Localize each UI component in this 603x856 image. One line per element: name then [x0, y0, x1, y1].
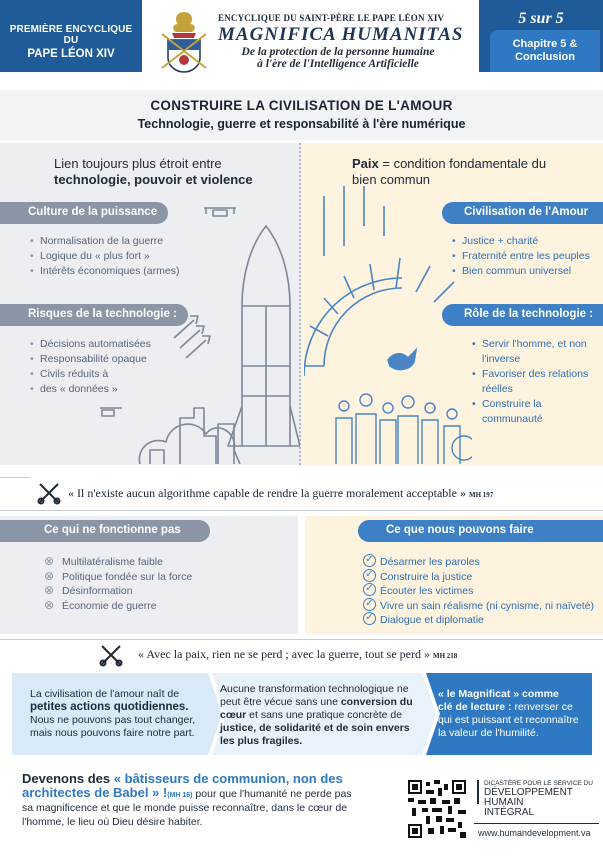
- list-item-text: Construire la: [482, 398, 542, 410]
- right-section1-title: Civilisation de l'Amour: [442, 202, 603, 224]
- right-section1-list: [452, 234, 602, 279]
- list-item: ⊗ Multilatéralisme faible: [44, 555, 284, 570]
- chevron2-line: Aucune transformation technologique ne: [220, 683, 409, 695]
- community-illustration: [304, 186, 472, 464]
- website-link[interactable]: www.humandevelopment.va: [478, 828, 591, 838]
- banner-subtitle: Technologie, guerre et responsabilité à l'ère numérique: [137, 117, 466, 131]
- dicastery-logo-icon: [474, 780, 482, 804]
- list-item: • Normalisation de la guerre: [30, 234, 200, 249]
- dicastery-line: DÉVELOPPEMENT: [484, 787, 573, 798]
- right-section2-list: [472, 337, 600, 427]
- chevron1-text: [30, 688, 210, 740]
- page-indicator: 5 sur 5: [518, 10, 564, 27]
- list-item: • Civils réduits à: [30, 367, 180, 382]
- right-lead-bold: Paix: [352, 156, 379, 171]
- quote1-text: « Il n'existe aucun algorithme capable de rendre la guerre moralement acceptable »: [68, 486, 466, 500]
- header-left-badge: [0, 0, 142, 72]
- dicastery-line: DICASTÈRE POUR LE SERVICE DU: [484, 780, 593, 787]
- list-item: ✓ Construire la justice: [362, 570, 602, 585]
- header-left-line2: PAPE LÉON XIV: [27, 48, 115, 60]
- list-item: • Logique du « plus fort »: [30, 249, 200, 264]
- not-working-title: Ce qui ne fonctionne pas: [0, 520, 210, 542]
- section-banner: [0, 90, 603, 140]
- left-lead: [54, 156, 294, 188]
- chevron2-line: [220, 696, 420, 709]
- papal-crest-icon: [158, 10, 210, 74]
- list-item: • des « données »: [30, 382, 180, 397]
- footer-line1: [22, 772, 392, 786]
- chevron3-line: « le Magnificat » comme: [438, 688, 559, 700]
- chevron2-span: peut être vécue sans une: [220, 696, 341, 708]
- list-item: • Justice + charité: [452, 234, 602, 249]
- list-item: • Servir l'homme, et non l'inverse: [472, 338, 587, 365]
- chevron3-line: qui est puissant et reconnaître: [438, 714, 579, 726]
- header-left-line1: PREMIÈRE ENCYCLIQUE DU: [9, 24, 133, 46]
- quote2: [138, 647, 457, 662]
- chevron2-line: les plus fragiles.: [220, 735, 303, 747]
- right-section2-title: Rôle de la technologie :: [442, 304, 603, 326]
- list-item: ✓ Vivre un sain réalisme (ni cynisme, ni naïveté): [362, 599, 602, 614]
- quote1-rule: [0, 510, 603, 511]
- dicastery-line: HUMAIN: [484, 797, 524, 808]
- banner-title: CONSTRUIRE LA CIVILISATION DE L'AMOUR: [150, 98, 453, 113]
- footer-span: pour que l'humanité ne perde pas: [192, 787, 352, 800]
- chevron3-bold: clé de lecture :: [438, 701, 512, 713]
- rocket-illustration: [100, 196, 300, 464]
- chevron2-bold: conversion du: [340, 696, 413, 708]
- chevron3-text: [438, 688, 588, 740]
- list-item: • Favoriser des relations réelles: [472, 368, 589, 395]
- footer-text: [22, 772, 392, 829]
- chevron2-text: [220, 683, 420, 748]
- left-section1-title: Culture de la puissance: [0, 202, 168, 224]
- chevron3-line: la valeur de l'humilité.: [438, 727, 539, 739]
- chevron3-line: [438, 701, 588, 714]
- list-item-text: l'inverse: [482, 353, 521, 365]
- list-item: ✓ Désarmer les paroles: [362, 555, 602, 570]
- right-lead-line2: bien commun: [352, 172, 431, 187]
- footer-line3: sa magnificence et que le monde puisse reconnaître, dans le cœur de: [22, 802, 348, 814]
- encyclical-title: MAGNIFICA HUMANITAS: [218, 24, 464, 45]
- footer-line2: [22, 786, 392, 803]
- chevron1-line: mais nous pouvons faire notre part.: [30, 727, 195, 739]
- footer-highlight: architectes de Babel » !: [22, 784, 168, 800]
- quote2-rule-top: [0, 639, 603, 640]
- header-title-block: [148, 4, 478, 84]
- list-item: • Fraternité entre les peuples: [452, 249, 602, 264]
- quote1-ref: MH 197: [468, 491, 494, 499]
- list-item-text: réelles: [482, 383, 513, 395]
- footer-ref: (MH 16): [167, 791, 193, 799]
- chevron2-span: et sans une pratique concrète de: [246, 709, 403, 721]
- list-item-text: Favoriser des relations: [482, 368, 589, 380]
- footer-highlight: « bâtisseurs de communion, non des: [113, 771, 343, 786]
- quote2-ref: MH 218: [433, 652, 458, 660]
- right-lead-line1: [352, 156, 592, 172]
- right-lead-text: = condition fondamentale du: [378, 156, 547, 171]
- tagline-line2: à l'ère de l'Intelligence Artificielle: [257, 58, 419, 70]
- chapter-label: [490, 38, 600, 64]
- footer-span: Devenons des: [22, 771, 114, 786]
- left-section2-title: Risques de la technologie :: [0, 304, 188, 326]
- chevron3-span: renverser ce: [511, 701, 573, 713]
- encyclical-subtitle: ENCYCLIQUE DU SAINT-PÈRE LE PAPE LÉON XIV: [218, 13, 445, 23]
- dicastery-block: [484, 780, 599, 818]
- qr-code-icon[interactable]: [408, 780, 466, 838]
- footer-line4: l'homme, le lieu où Dieu désire habiter.: [22, 815, 203, 828]
- chevron1-line: petites actions quotidiennes.: [30, 701, 189, 713]
- list-item: ⊗ Désinformation: [44, 584, 284, 599]
- chevron2-line: [220, 709, 420, 722]
- drone-icon: [204, 208, 236, 216]
- list-item: ⊗ Économie de guerre: [44, 599, 284, 614]
- chevron2-bold: cœur: [220, 709, 247, 721]
- right-lead: [352, 156, 592, 188]
- list-item-text: Servir l'homme, et non: [482, 338, 587, 350]
- list-item: ⊗ Politique fondée sur la force: [44, 570, 284, 585]
- list-item: ✓ Dialogue et diplomatie: [362, 613, 602, 628]
- crossed-keys-icon: [98, 642, 124, 668]
- list-item: • Bien commun universel: [452, 264, 602, 279]
- crossed-keys-icon: [36, 480, 62, 506]
- left-lead-line1: Lien toujours plus étroit entre: [54, 156, 222, 171]
- list-item: • Construire la communauté: [472, 398, 543, 425]
- quote1-rule-left: [0, 477, 30, 478]
- tagline-line1: De la protection de la personne humaine: [241, 46, 435, 58]
- list-item-text: communauté: [482, 413, 543, 425]
- chapter-line1: Chapitre 5 &: [512, 38, 578, 50]
- chevron2-line: justice, de solidarité et de soin envers: [220, 722, 410, 734]
- dove-icon: [388, 350, 416, 369]
- can-do-list: [362, 555, 602, 628]
- encyclical-tagline: [218, 46, 458, 70]
- footer-rule: [474, 823, 599, 824]
- chevron1-line: Nous ne pouvons pas tout changer,: [30, 714, 196, 726]
- list-item: ✓ Écouter les victimes: [362, 584, 602, 599]
- quote1: [68, 486, 493, 501]
- not-working-list: [44, 555, 284, 613]
- chapter-line2: Conclusion: [515, 51, 575, 63]
- list-item: • Responsabilité opaque: [30, 352, 180, 367]
- chevron1-line: La civilisation de l'amour naît de: [30, 688, 180, 700]
- left-lead-line2: technologie, pouvoir et violence: [54, 172, 253, 187]
- dicastery-line: INTÉGRAL: [484, 807, 535, 818]
- can-do-title: Ce que nous pouvons faire: [358, 520, 603, 542]
- list-item: • Décisions automatisées: [30, 337, 180, 352]
- quote2-text: « Avec la paix, rien ne se perd ; avec la guerre, tout se perd »: [138, 647, 430, 661]
- list-item: • Intérêts économiques (armes): [30, 264, 200, 279]
